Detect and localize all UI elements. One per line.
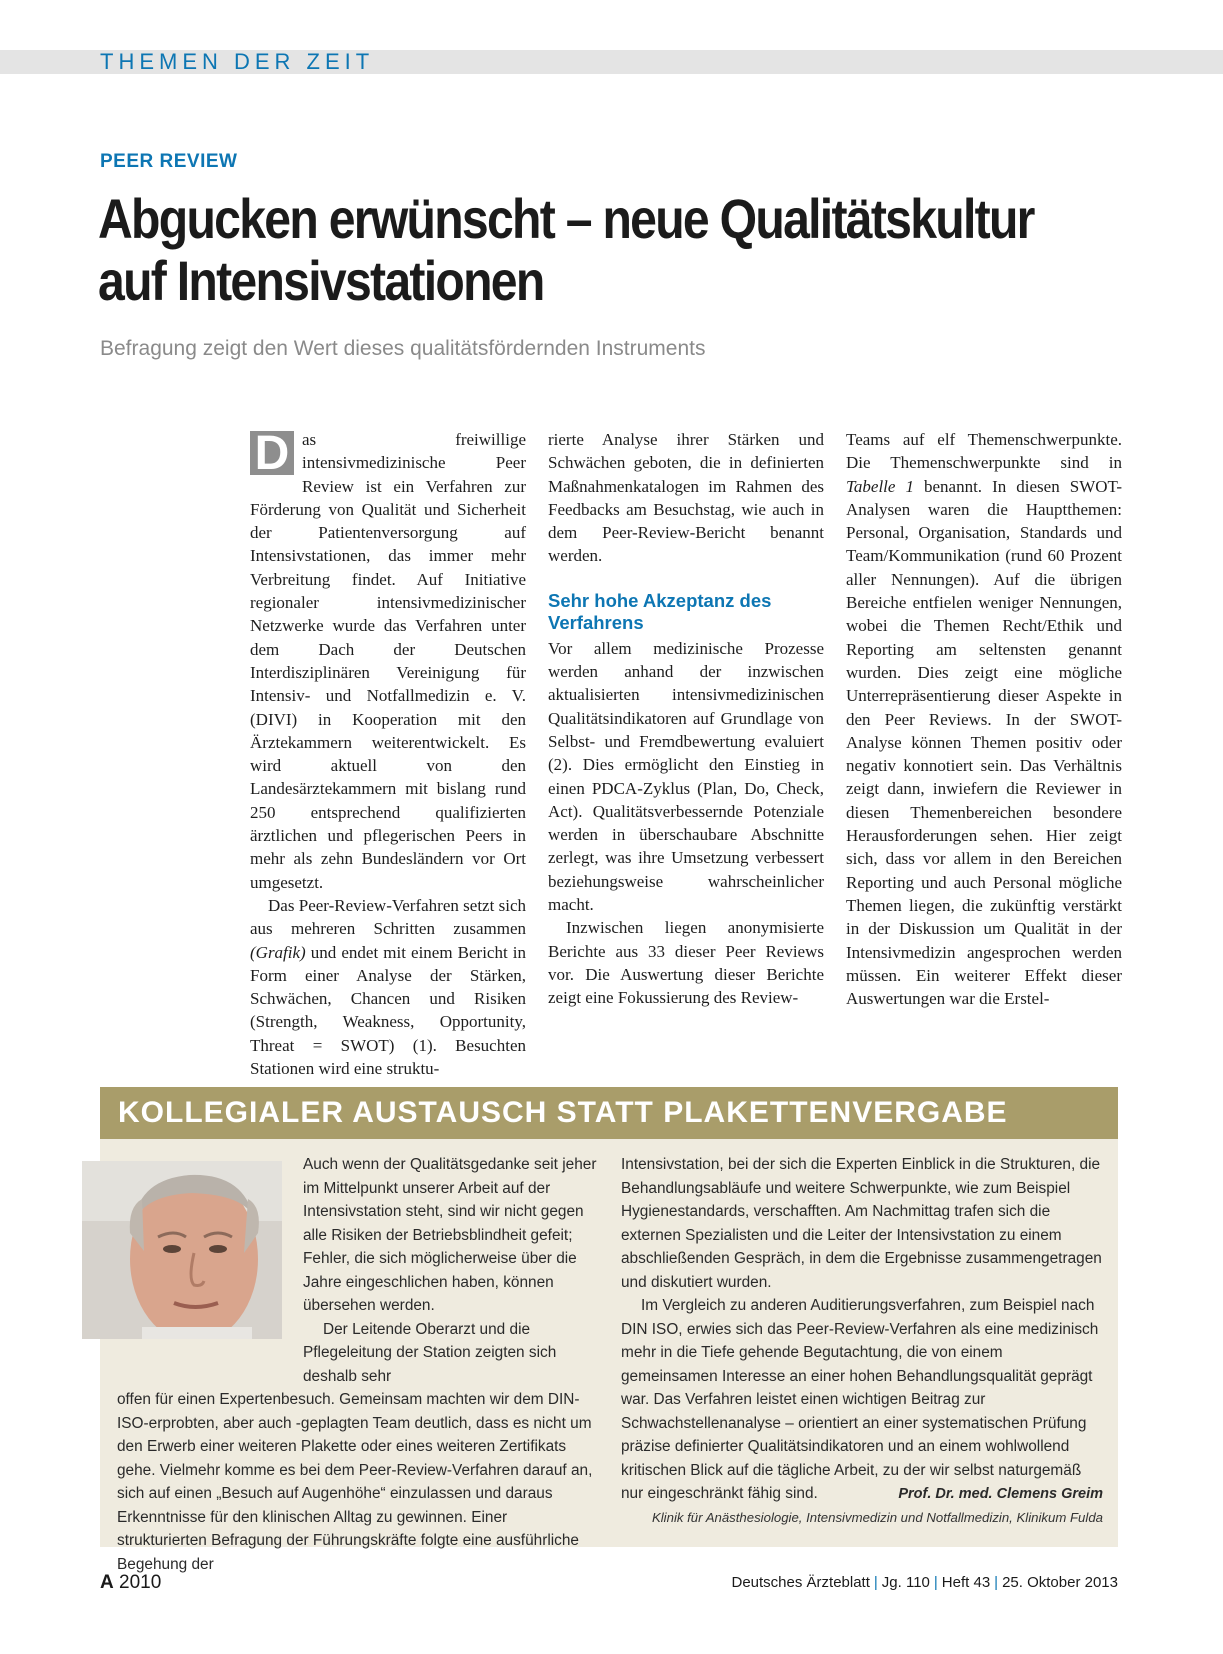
info-box-column-1 — [117, 1153, 597, 1576]
paragraph-text: Teams auf elf Themenschwerpunkte. Die Themenschwerpunkte sind in — [846, 430, 1122, 473]
figure-reference: (Grafik) — [250, 942, 306, 962]
paragraph — [250, 894, 526, 1080]
journal-info — [731, 1574, 1118, 1591]
journal-volume: Jg. 110 — [881, 1574, 930, 1591]
paragraph-text: as freiwillige intensivmedizinische Peer Review ist ein Verfahren zur Förderung von Qualität und Sicherheit der Patientenversorgung auf Intensivstationen, das immer mehr Verbreitung findet. Auf Initiative regionaler intensivmedizinischer Netzwerke wurde das Verfahren unter dem Dach der Deutschen Interdisziplinären Vereinigung für Intensiv- und Notfallmedizin e. V. (DIVI) in Kooperation mit den Ärztekammern weiterentwickelt. Es wird aktuell von den Landesärztekammern mit bislang rund 250 entsprechend qualifizierten ärztlichen und pflegerischen Peers in mehr als zehn Bundesländern vor Ort umgesetzt. — [250, 430, 526, 892]
article-subtitle: Befragung zeigt den Wert dieses qualitätsfördernden Instruments — [100, 337, 706, 360]
article-column-2 — [548, 428, 824, 1010]
paragraph: Der Leitende Oberarzt und die Pflegeleitung der Station zeigten sich deshalb sehr — [303, 1320, 557, 1385]
subheading: Sehr hohe Akzeptanz des Verfahrens — [548, 589, 772, 633]
paragraph: Auch wenn der Qualitätsgedanke seit jeher im Mittelpunkt unserer Arbeit auf der Intensivstation steht, sind wir nicht gegen alle Risiken der Betriebsblindheit gefeit; Fehler, die sich möglicherweise über die Jahre eingeschlichen haben, können übersehen werden. — [303, 1156, 597, 1314]
article-headline — [98, 188, 1138, 312]
headline-line-1: Abgucken erwünscht – neue Qualitätskultur — [98, 187, 1034, 250]
page-number — [100, 1572, 161, 1594]
paragraph: Intensivstation, bei der sich die Experten Einblick in die Strukturen, die Behandlungsabläufe und weitere Schwerpunkte, wie zum Beispiel Hygienestandards, verschafften. Am Nachmittag trafen sich die externen Spezialisten und die Leiter der Intensivstation zu einem abschließenden Gespräch, in dem die Ergebnisse zusammengetragen und diskutiert wurden. — [621, 1156, 1102, 1291]
info-box-header — [100, 1087, 1118, 1139]
paragraph: offen für einen Expertenbesuch. Gemeinsam machten wir dem DIN-ISO-erprobten, aber auch -geplagten Team deutlich, dass es nicht um den Erwerb einer weiteren Plakette oder eines weiteren Zertifikats gehe. Vielmehr komme es bei dem Peer-Review-Verfahren darauf an, sich auf einen „Besuch auf Augenhöhe“ einzulassen und daraus Erkenntnisse für den klinischen Alltag zu gewinnen. Einer strukturierten Befragung der Führungskräfte folgte eine ausführliche Begehung der — [117, 1391, 593, 1573]
paragraph-text: und endet mit einem Bericht in Form einer Analyse der Stärken, Schwächen, Chancen und Risiken (Strength, Weakness, Opportunity, Threat = SWOT) (1). Besuchten Stationen wird eine struktu- — [250, 942, 526, 1079]
journal-name: Deutsches Ärzteblatt — [731, 1574, 870, 1591]
dropcap: D — [250, 431, 294, 475]
paragraph — [250, 428, 526, 894]
paragraph: rierte Analyse ihrer Stärken und Schwächen geboten, die in definierten Maßnahmenkatalogen im Rahmen des Feedbacks am Besuchstag, wie auch in dem Peer-Review-Bericht benannt werden. — [548, 430, 824, 566]
page-number-value: 2010 — [119, 1572, 162, 1593]
paragraph-text: Das Peer-Review-Verfahren setzt sich aus mehreren Schritten zusammen — [250, 895, 526, 939]
article-column-3 — [846, 428, 1122, 1010]
separator: | — [994, 1574, 999, 1591]
author-institution: Klinik für Anästhesiologie, Intensivmedizin und Notfallmedizin, Klinikum Fulda — [651, 1510, 1103, 1525]
journal-issue: Heft 43 — [941, 1574, 991, 1591]
headline-line-2: auf Intensivstationen — [98, 249, 544, 312]
table-reference: Tabelle 1 — [846, 476, 914, 496]
paragraph: Vor allem medizinische Prozesse werden anhand der inzwischen aktualisierten intensivmedizinischen Qualitätsindikatoren auf Grundlage von Selbst- und Fremdbewertung evaluiert (2). Dies ermöglicht den Einstieg in einen PDCA-Zyklus (Plan, Do, Check, Act). Qualitätsverbessernde Potenziale werden in überschaubare Abschnitte zerlegt, was ihre Umsetzung verbessert beziehungsweise wahrscheinlicher macht. — [548, 638, 824, 915]
page-prefix: A — [100, 1572, 114, 1593]
paragraph — [846, 428, 1122, 1010]
section-label: THEMEN DER ZEIT — [100, 49, 375, 74]
info-box-column-2 — [621, 1153, 1103, 1530]
journal-date: 25. Oktober 2013 — [1002, 1574, 1118, 1591]
article-kicker: PEER REVIEW — [100, 151, 238, 172]
paragraph: Im Vergleich zu anderen Auditierungsverfahren, zum Beispiel nach DIN ISO, erwies sich das Peer-Review-Verfahren als eine medizinisch mehr in die Tiefe gehende Begutachtung, die von einem gemeinsamen Interesse an einer hohen Behandlungsqualität geprägt war. Das Verfahren leistet einen wichtigen Beitrag zur Schwachstellenanalyse – orientiert an einer systematischen Prüfung präzise definierter Qualitätsindikatoren und an einem wohlwollend kritischen Blick auf die tägliche Arbeit, zu der wir selbst naturgemäß nur eingeschränkt fähig sind. — [621, 1297, 1099, 1502]
article-column-1 — [250, 428, 526, 1080]
paragraph: Inzwischen liegen anonymisierte Berichte aus 33 dieser Peer Reviews vor. Die Auswertung dieser Berichte zeigt eine Fokussierung des Review- — [548, 918, 824, 1008]
separator: | — [873, 1574, 878, 1591]
author-name: Prof. Dr. med. Clemens Greim — [898, 1485, 1103, 1502]
info-box-title: KOLLEGIALER AUSTAUSCH STATT PLAKETTENVERGABE — [118, 1096, 1008, 1129]
separator: | — [933, 1574, 938, 1591]
paragraph-text: benannt. In diesen SWOT-Analysen waren die Hauptthemen: Personal, Organisation, Standards und Team/Kommunikation (rund 60 Prozent aller Nennungen). Auf die übrigen Bereiche entfielen weniger Nennungen, wobei die Themen Recht/Ethik und Reporting am seltensten genannt wurden. Dies zeigt eine mögliche Unterrepräsentierung dieser Aspekte in den Peer Reviews. In der SWOT-Analyse können Themen positiv oder negativ konnotiert sein. Das Verhältnis zeigt dann, inwiefern die Reviewer in diesen Themenbereichen besondere Herausforderungen sehen. Hier zeigt sich, dass vor allem in den Bereichen Reporting und auch Personal mögliche Themen liegen, die zukünftig verstärkt in der Diskussion um Qualität in der Intensivmedizin angesprochen werden müssen. Ein weiterer Effekt dieser Auswertungen war die Erstel- — [846, 476, 1122, 1009]
